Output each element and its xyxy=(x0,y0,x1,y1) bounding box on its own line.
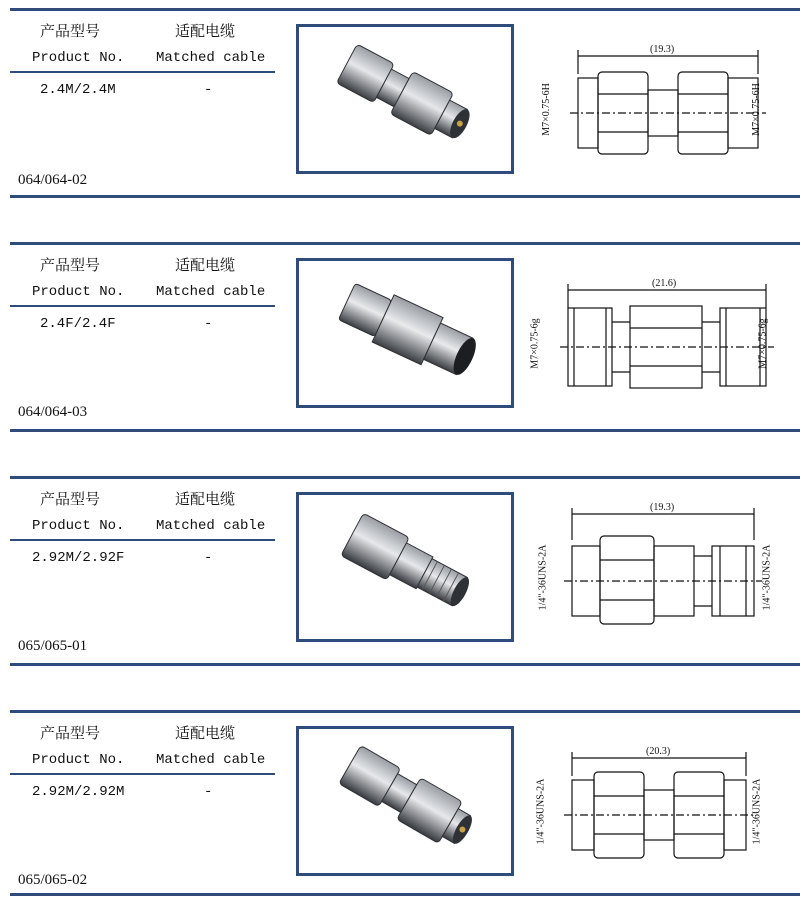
block-bottom-rule xyxy=(10,893,800,896)
product-number: 2.92M/2.92M xyxy=(32,784,125,800)
thread-spec-left: 1/4"-36UNS-2A xyxy=(537,544,549,611)
thread-spec-left: 1/4"-36UNS-2A xyxy=(535,778,547,845)
header-divider xyxy=(10,773,275,775)
male-male-adapter-photo xyxy=(299,729,511,873)
product-block-1 xyxy=(0,8,807,218)
product-block-2 xyxy=(0,242,807,452)
part-code: 065/065-02 xyxy=(18,872,88,888)
product-header-en: Product No. xyxy=(32,752,125,768)
thread-spec-left: M7×0.75-6H xyxy=(540,83,552,136)
thread-spec-right: 1/4"-36UNS-2A xyxy=(751,778,763,845)
cable-header-cn: 适配电缆 xyxy=(175,22,236,40)
product-number: 2.92M/2.92F xyxy=(32,550,125,566)
header-divider xyxy=(10,305,275,307)
dimension-drawing xyxy=(540,38,800,208)
cable-header-cn: 适配电缆 xyxy=(175,724,236,742)
male-male-adapter-photo xyxy=(299,27,511,171)
thread-spec-right: 1/4"-36UNS-2A xyxy=(761,544,773,611)
product-photo xyxy=(296,24,514,174)
product-header-cn: 产品型号 xyxy=(40,724,101,742)
block-top-rule xyxy=(10,242,800,245)
matched-cable: - xyxy=(204,550,213,566)
block-top-rule xyxy=(10,476,800,479)
product-header-en: Product No. xyxy=(32,284,125,300)
cable-header-en: Matched cable xyxy=(156,50,266,66)
part-code: 064/064-02 xyxy=(18,172,88,188)
dimension-drawing xyxy=(535,740,800,910)
product-block-3 xyxy=(0,476,807,686)
block-bottom-rule xyxy=(10,195,800,198)
product-number: 2.4F/2.4F xyxy=(40,316,116,332)
product-photo xyxy=(296,726,514,876)
product-header-cn: 产品型号 xyxy=(40,490,101,508)
overall-length: (20.3) xyxy=(646,746,671,757)
thread-spec-right: M7×0.75-6g xyxy=(757,318,769,369)
matched-cable: - xyxy=(204,784,213,800)
block-bottom-rule xyxy=(10,663,800,666)
male-female-adapter-photo xyxy=(299,495,511,639)
cable-header-cn: 适配电缆 xyxy=(175,256,236,274)
cable-header-cn: 适配电缆 xyxy=(175,490,236,508)
product-photo xyxy=(296,492,514,642)
product-block-4 xyxy=(0,710,807,920)
dimension-drawing xyxy=(529,272,800,442)
cable-header-en: Matched cable xyxy=(156,518,266,534)
block-top-rule xyxy=(10,710,800,713)
thread-spec-left: M7×0.75-6g xyxy=(529,318,541,369)
header-divider xyxy=(10,539,275,541)
overall-length: (19.3) xyxy=(650,502,675,513)
thread-spec-right: M7×0.75-6H xyxy=(750,83,762,136)
product-header-en: Product No. xyxy=(32,518,125,534)
header-divider xyxy=(10,71,275,73)
block-top-rule xyxy=(10,8,800,11)
part-code: 064/064-03 xyxy=(18,404,88,420)
product-header-cn: 产品型号 xyxy=(40,256,101,274)
part-code: 065/065-01 xyxy=(18,638,88,654)
product-number: 2.4M/2.4M xyxy=(40,82,116,98)
product-header-cn: 产品型号 xyxy=(40,22,101,40)
matched-cable: - xyxy=(204,316,213,332)
female-female-adapter-photo xyxy=(299,261,511,405)
overall-length: (19.3) xyxy=(650,44,675,55)
product-header-en: Product No. xyxy=(32,50,125,66)
block-bottom-rule xyxy=(10,429,800,432)
matched-cable: - xyxy=(204,82,213,98)
cable-header-en: Matched cable xyxy=(156,284,266,300)
dimension-drawing xyxy=(537,502,800,676)
cable-header-en: Matched cable xyxy=(156,752,266,768)
product-photo xyxy=(296,258,514,408)
overall-length: (21.6) xyxy=(652,278,677,289)
